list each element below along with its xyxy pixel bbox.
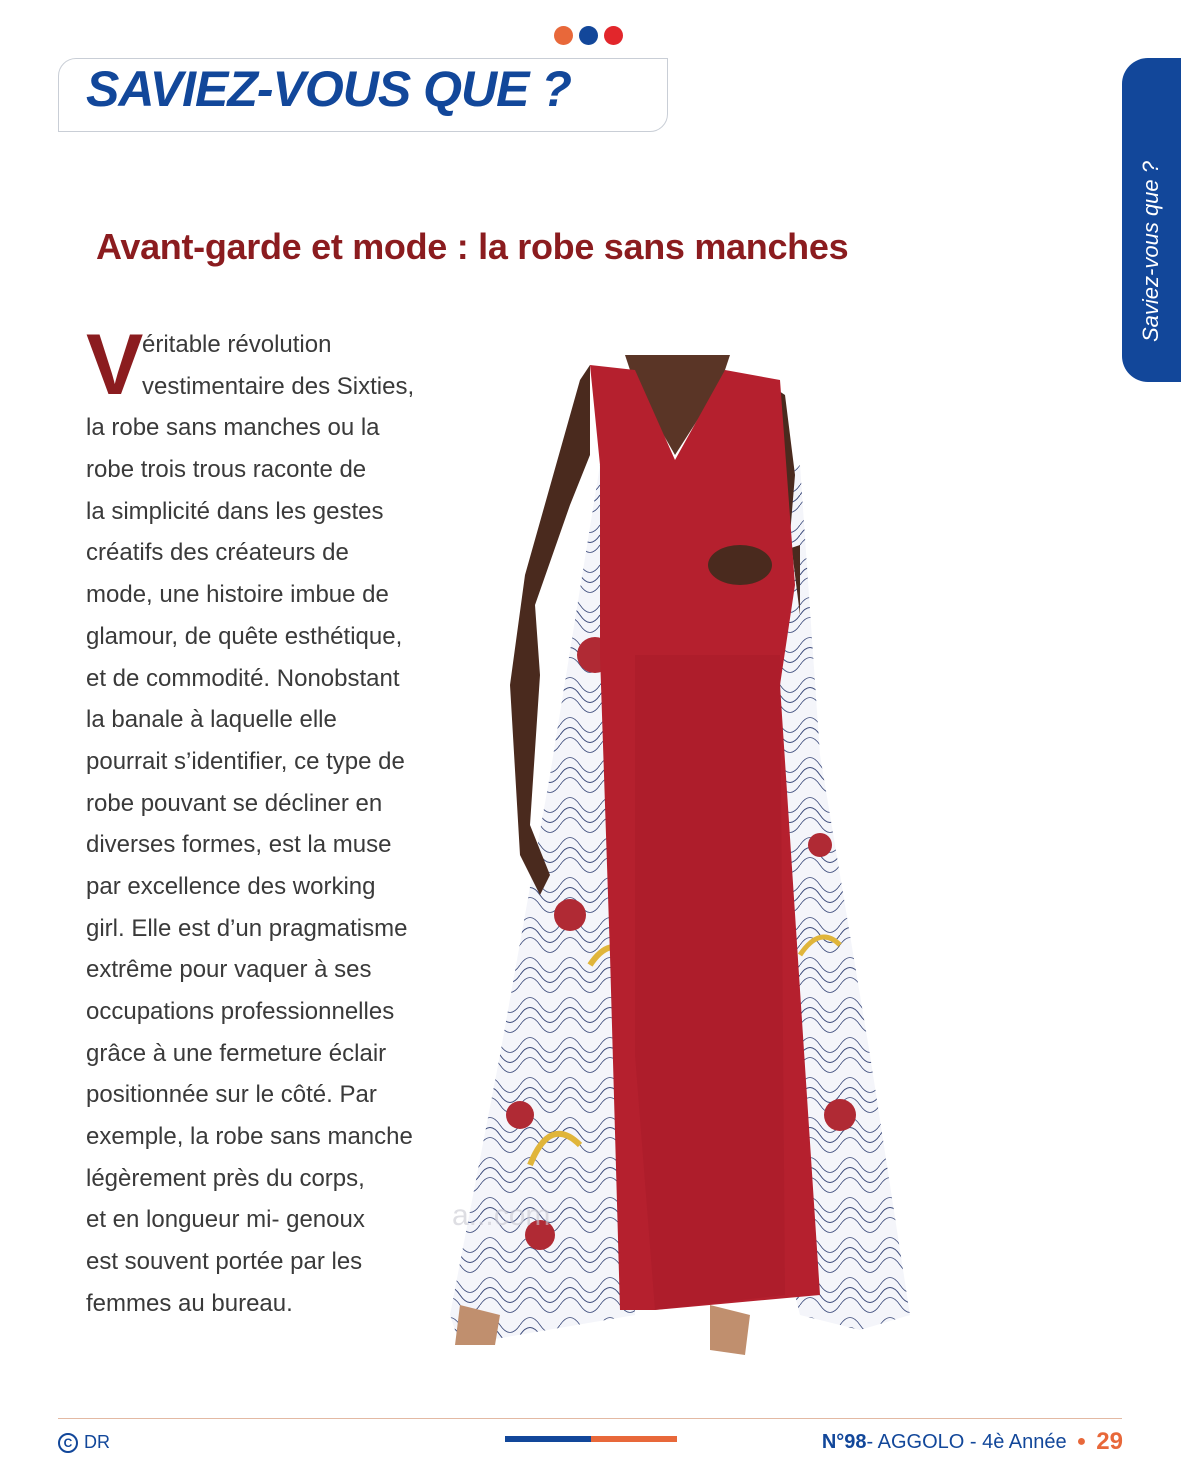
drop-cap: V	[86, 317, 144, 413]
body-line: la robe sans manches ou la	[86, 414, 380, 442]
copyright-icon: C	[58, 1433, 78, 1453]
dot-blue	[579, 26, 598, 45]
body-line: la banale à laquelle elle	[86, 706, 337, 734]
body-line: glamour, de quête esthétique,	[86, 622, 403, 650]
article-body	[86, 317, 466, 1325]
body-line: pourrait s’identifier, ce type de	[86, 747, 405, 775]
body-line: exemple, la robe sans manche	[86, 1123, 413, 1151]
section-title: SAVIEZ-VOUS QUE ?	[86, 61, 571, 117]
dot-red	[604, 26, 623, 45]
dress-photo	[440, 355, 920, 1365]
right-foot	[710, 1305, 750, 1355]
credit-text: DR	[84, 1432, 110, 1452]
footer-bar-orange	[591, 1436, 677, 1442]
magazine-name: - AGGOLO - 4è Année	[866, 1430, 1067, 1453]
body-line: femmes au bureau.	[86, 1289, 293, 1317]
article-title: Avant-garde et mode : la robe sans manches	[96, 226, 849, 267]
body-line: positionnée sur le côté. Par	[86, 1081, 377, 1109]
body-line: girl. Elle est d’un pragmatisme	[86, 914, 408, 942]
body-line: et de commodité. Nonobstant	[86, 664, 400, 692]
body-line: mode, une histoire imbue de	[86, 581, 389, 609]
footer-issue-info	[822, 1428, 1123, 1456]
body-line: éritable révolution	[142, 331, 332, 358]
footer-bar-blue	[505, 1436, 591, 1442]
hand	[708, 545, 772, 585]
watermark: a...com	[452, 1199, 551, 1232]
body-line: grâce à une fermeture éclair	[86, 1039, 387, 1067]
photo-credit	[58, 1432, 110, 1453]
body-line: par excellence des working	[86, 872, 376, 900]
side-tab-label: Saviez-vous que ?	[1138, 161, 1163, 342]
page-number: 29	[1096, 1428, 1123, 1455]
body-line: créatifs des créateurs de	[86, 539, 349, 567]
body-line: la simplicité dans les gestes	[86, 497, 384, 525]
footer-color-bar	[505, 1436, 677, 1442]
print-motif	[808, 833, 832, 857]
dot-orange	[554, 26, 573, 45]
body-line: extrême pour vaquer à ses	[86, 956, 372, 984]
body-line: diverses formes, est la muse	[86, 831, 392, 859]
body-line: vestimentaire des Sixties,	[142, 372, 415, 400]
body-line: et en longueur mi- genoux	[86, 1206, 365, 1234]
bullet-separator: ●	[1076, 1433, 1087, 1450]
body-line: robe trois trous raconte de	[86, 456, 367, 484]
body-line: occupations professionnelles	[86, 998, 395, 1025]
body-line: robe pouvant se décliner en	[86, 789, 383, 817]
body-line: est souvent portée par les	[86, 1248, 363, 1276]
print-motif	[824, 1099, 856, 1131]
footer-rule	[58, 1418, 1122, 1419]
issue-number: N°98	[821, 1430, 867, 1453]
print-motif	[554, 899, 586, 931]
body-line: légèrement près du corps,	[86, 1164, 365, 1192]
dress-shade	[635, 655, 785, 1310]
print-motif	[506, 1101, 534, 1129]
header-dots	[554, 26, 623, 45]
